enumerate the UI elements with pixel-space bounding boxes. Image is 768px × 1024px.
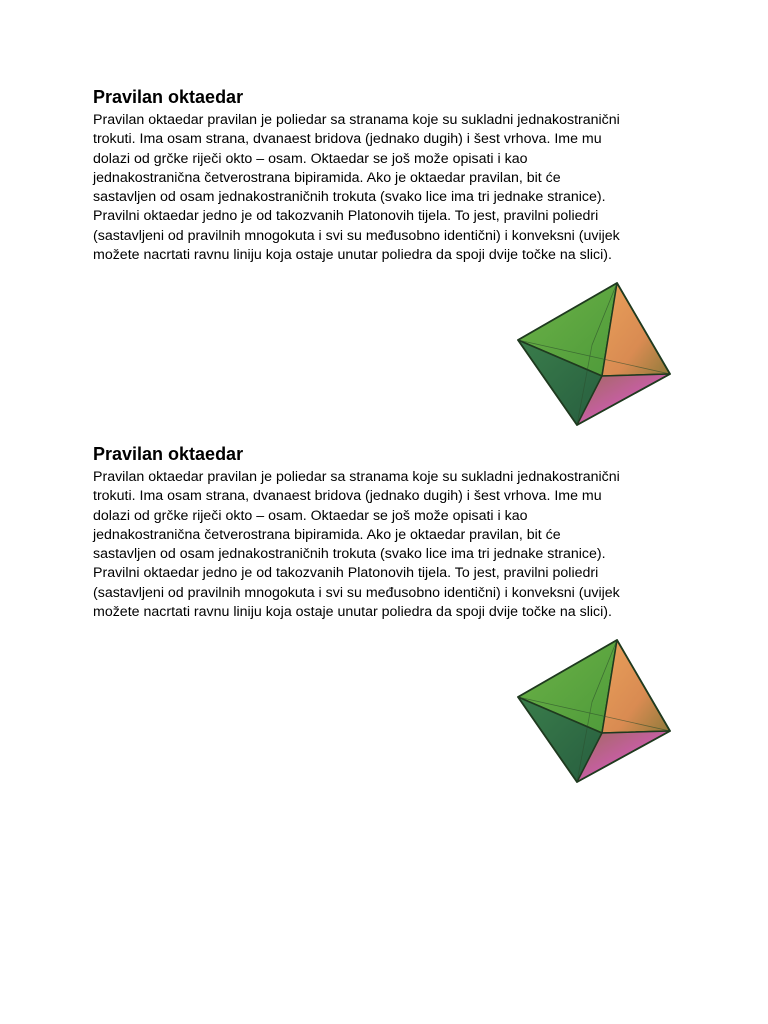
section-paragraph: Pravilan oktaedar pravilan je poliedar sa stranama koje su sukladni jednakostranični trokuti. Ima osam strana, dvanaest bridova (jednako dugih) i šest vrhova. Ime mu dolazi od grčke riječi okto – osam. Oktaedar se još može opisati i kao jednakostranična četverostrana bipiramida. Ako je oktaedar pravilan, bit će sastavljen od osam jednakostraničnih trokuta (svako lice ima tri jednake stranice). Pravilni oktaedar jedno je od takozvanih Platonovih tijela. To jest, pravilni poliedri (sastavljeni od pravilnih mnogokuta i svi su međusobno identični) i konveksni (uvijek možete nacrtati ravnu liniju koja ostaje unutar poliedra da spoji dvije točke na slici). [93,469,620,621]
section-title: Pravilan oktaedar [93,444,244,464]
section-paragraph: Pravilan oktaedar pravilan je poliedar sa stranama koje su sukladni jednakostranični trokuti. Ima osam strana, dvanaest bridova (jednako dugih) i šest vrhova. Ime mu dolazi od grčke riječi okto – osam. Oktaedar se još može opisati i kao jednakostranična četverostrana bipiramida. Ako je oktaedar pravilan, bit će sastavljen od osam jednakostraničnih trokuta (svako lice ima tri jednake stranice). Pravilni oktaedar jedno je od takozvanih Platonovih tijela. To jest, pravilni poliedri (sastavljeni od pravilnih mnogokuta i svi su međusobno identični) i konveksni (uvijek možete nacrtati ravnu liniju koja ostaje unutar poliedra da spoji dvije točke na slici). [93,112,620,264]
octahedron-svg [512,281,676,429]
octahedron-illustration [512,281,676,429]
section-title: Pravilan oktaedar [93,87,244,107]
octahedron-illustration [512,638,676,786]
section-2 [93,443,693,622]
octahedron-svg [512,638,676,786]
section-1 [93,86,693,265]
